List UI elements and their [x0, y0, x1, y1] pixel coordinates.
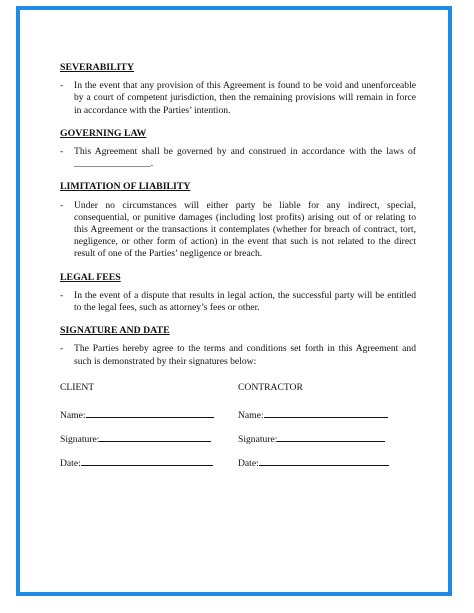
section-text: This Agreement shall be governed by and construed in accordance with the laws of ________________.	[74, 146, 416, 170]
contractor-date-label: Date:	[238, 458, 259, 470]
contractor-name-field[interactable]	[238, 407, 416, 422]
client-name-field[interactable]	[60, 407, 238, 422]
section-heading: LEGAL FEES	[60, 271, 121, 283]
section-text: The Parties hereby agree to the terms and conditions set forth in this Agreement and such is demonstrated by their signatures below:	[74, 343, 416, 367]
document-body	[60, 62, 416, 480]
bullet-dash: -	[60, 146, 64, 158]
contractor-title: CONTRACTOR	[238, 381, 303, 393]
client-signature-column	[60, 382, 238, 480]
section-heading: GOVERNING LAW	[60, 127, 147, 139]
client-date-line[interactable]	[81, 455, 213, 466]
contractor-name-line[interactable]	[264, 407, 388, 418]
bullet-dash: -	[60, 199, 64, 211]
client-signature-line[interactable]	[99, 431, 211, 442]
list-item	[60, 343, 416, 367]
section-legal-fees	[60, 272, 416, 315]
contractor-name-label: Name:	[238, 410, 264, 422]
bullet-dash: -	[60, 289, 64, 301]
contractor-signature-label: Signature:	[238, 434, 278, 446]
section-text: In the event that any provision of this Agreement is found to be void and unenforceable by a court of competent jurisdiction, then the remaining provisions will remain in force in accordance with the Parties’ intention.	[74, 80, 416, 116]
section-governing-law	[60, 128, 416, 171]
list-item	[60, 146, 416, 170]
contractor-signature-field[interactable]	[238, 431, 416, 446]
bullet-dash: -	[60, 80, 64, 92]
client-signature-label: Signature:	[60, 434, 100, 446]
bullet-dash: -	[60, 343, 64, 355]
client-date-field[interactable]	[60, 455, 238, 470]
contractor-signature-line[interactable]	[277, 431, 385, 442]
section-heading: LIMITATION OF LIABILITY	[60, 181, 191, 193]
contractor-signature-column	[238, 382, 416, 480]
section-limitation-of-liability	[60, 181, 416, 260]
client-date-label: Date:	[60, 458, 81, 470]
client-name-line[interactable]	[86, 407, 214, 418]
section-heading: SEVERABILITY	[60, 62, 135, 73]
signature-block	[60, 382, 416, 480]
section-heading: SIGNATURE AND DATE	[60, 325, 170, 337]
section-text: In the event of a dispute that results in legal action, the successful party will be entitled to the legal fees, such as attorney’s fees or other.	[74, 289, 416, 314]
contractor-date-line[interactable]	[259, 455, 389, 466]
client-name-label: Name:	[60, 410, 86, 422]
client-title: CLIENT	[60, 381, 95, 393]
list-item	[60, 80, 416, 117]
list-item	[60, 200, 416, 261]
list-item	[60, 290, 416, 314]
section-severability	[60, 62, 416, 117]
section-signature-and-date	[60, 325, 416, 368]
contractor-date-field[interactable]	[238, 455, 416, 470]
client-signature-field[interactable]	[60, 431, 238, 446]
section-text: Under no circumstances will either party be liable for any indirect, special, consequential, or punitive damages (including lost profits) arising out of or relating to this Agreement or the transactions it contemplates (whether for breach of contract, tort, negligence, or other form of action) in the event that such is not related to the direct result of one of the Parties’ negligence or breach.	[74, 199, 416, 260]
